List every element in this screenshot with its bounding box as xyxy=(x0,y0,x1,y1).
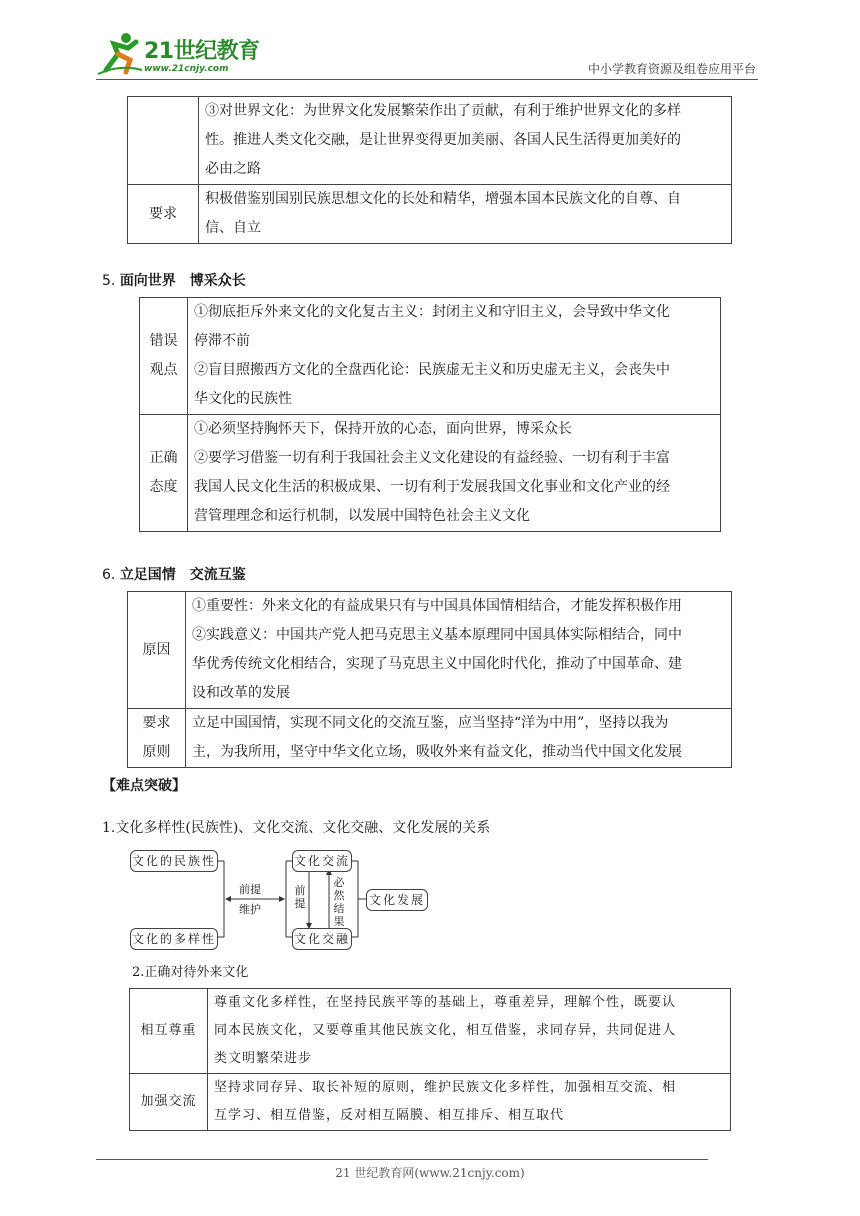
box-exchange: 文化交流 xyxy=(292,850,352,872)
table-value-cell xyxy=(199,97,732,185)
cell-line: 同本民族文化，又要尊重其他民族文化，相互借鉴，求同存异，共同促进人 xyxy=(214,1023,677,1038)
table-row xyxy=(128,592,732,709)
cell-line: 华文化的民族性 xyxy=(194,391,292,407)
label-premise: 前提 xyxy=(239,883,261,896)
cell-line: 华优秀传统文化相结合，实现了马克思主义中国化时代化，推动了中国革命、建 xyxy=(192,656,682,672)
cell-line: ②要学习借鉴一切有利于我国社会主义文化建设的有益经验、一切有利于丰富 xyxy=(194,450,670,466)
footer-divider xyxy=(96,1159,708,1160)
key-line: 观点 xyxy=(149,362,178,378)
difficulty-item-1: 1.文化多样性(民族性)、文化交流、文化交融、文化发展的关系 xyxy=(102,820,491,836)
cell-line: 设和改革的发展 xyxy=(192,685,290,701)
cell-line: ①彻底拒斥外来文化的文化复古主义：封闭主义和守旧主义，会导致中华文化 xyxy=(194,304,670,320)
table-row xyxy=(140,298,721,415)
label-premise-vertical: 前提 xyxy=(294,884,306,910)
table-key-cell xyxy=(140,298,188,415)
table-row xyxy=(128,185,732,244)
cell-line: 立足中国国情，实现不同文化的交流互鉴，应当坚持“洋为中用”，坚持以我为 xyxy=(192,715,669,731)
runner-logo-icon xyxy=(96,30,144,76)
cell-line: 积极借鉴别国别民族思想文化的长处和精华，增强本国本民族文化的自尊、自 xyxy=(205,191,681,207)
cell-line: 坚持求同存异、取长补短的原则，维护民族文化多样性，加强相互交流、相 xyxy=(214,1080,677,1095)
table-key-cell: 加强交流 xyxy=(130,1074,208,1131)
table-section-6 xyxy=(127,591,732,768)
table-value-cell xyxy=(188,298,721,415)
section-title: 面向世界 博采众长 xyxy=(119,273,246,289)
table-value-cell xyxy=(208,1074,731,1131)
table-key-cell xyxy=(128,97,199,185)
logo-text: 21世纪教育 xyxy=(144,39,260,64)
section-title: 立足国情 交流互鉴 xyxy=(119,567,246,583)
cell-line: ②盲目照搬西方文化的全盘西化论：民族虚无主义和历史虚无主义，会丧失中 xyxy=(194,362,670,378)
table-key-cell xyxy=(128,709,186,768)
cell-line: 互学习、相互借鉴，反对相互隔膜、相互排斥、相互取代 xyxy=(214,1108,565,1123)
table-row xyxy=(128,709,732,768)
cell-line: 必由之路 xyxy=(205,161,261,177)
cell-line: ③对世界文化：为世界文化发展繁荣作出了贡献，有利于维护世界文化的多样 xyxy=(205,103,681,119)
logo-subtitle: www.21cnjy.com xyxy=(144,64,229,74)
cell-line: ①重要性：外来文化的有益成果只有与中国具体国情相结合，才能发挥积极作用 xyxy=(192,598,682,614)
difficulty-heading: 【难点突破】 xyxy=(102,778,186,794)
table-top xyxy=(127,96,732,244)
cell-line: 主，为我所用，坚守中华文化立场，吸收外来有益文化，推动当代中国文化发展 xyxy=(192,744,682,760)
footer-site: 21 世纪教育网(www.21cnjy.com) xyxy=(335,1166,525,1180)
cell-line: 营管理理念和运行机制，以发展中国特色社会主义文化 xyxy=(194,508,530,524)
key-line: 错误 xyxy=(149,333,178,349)
table-value-cell xyxy=(186,709,732,768)
box-blend: 文化交融 xyxy=(292,928,352,950)
key-line: 态度 xyxy=(149,479,178,495)
section-5-heading xyxy=(102,270,246,290)
table-row xyxy=(130,1074,731,1131)
site-logo xyxy=(96,30,266,80)
cell-line: 我国人民文化生活的积极成果、一切有利于发展我国文化事业和文化产业的经 xyxy=(194,479,670,495)
table-foreign-culture xyxy=(129,988,731,1131)
cell-line: 类文明繁荣进步 xyxy=(214,1051,313,1066)
label-maintain: 维护 xyxy=(239,903,261,916)
table-value-cell xyxy=(188,415,721,532)
section-number: 6. xyxy=(102,567,116,583)
box-develop: 文化发展 xyxy=(366,889,428,911)
label-result-vertical: 必然结果 xyxy=(333,876,345,928)
cell-line: 停滞不前 xyxy=(194,333,250,349)
table-row xyxy=(140,415,721,532)
header-platform-name: 中小学教育资源及组卷应用平台 xyxy=(587,62,756,76)
box-diversity-culture: 文化的多样性 xyxy=(130,928,218,950)
key-line: 原则 xyxy=(142,744,171,760)
table-value-cell xyxy=(199,185,732,244)
header-divider xyxy=(96,79,758,80)
table-key-cell xyxy=(128,592,186,709)
table-key-cell xyxy=(140,415,188,532)
difficulty-item-2: 2.正确对待外来文化 xyxy=(132,965,249,980)
cell-line: ②实践意义：中国共产党人把马克思主义基本原理同中国具体实际相结合，同中 xyxy=(192,627,682,643)
section-number: 5. xyxy=(102,273,116,289)
key-line: 原因 xyxy=(142,641,171,658)
table-value-cell xyxy=(208,989,731,1074)
table-section-5 xyxy=(139,297,721,532)
cell-line: ①必须坚持胸怀天下，保持开放的心态，面向世界，博采众长 xyxy=(194,421,572,437)
table-key-cell: 要求 xyxy=(128,185,199,244)
table-row xyxy=(130,989,731,1074)
table-key-cell: 相互尊重 xyxy=(130,989,208,1074)
cell-line: 尊重文化多样性，在坚持民族平等的基础上，尊重差异，理解个性，既要认 xyxy=(214,995,677,1010)
key-line: 要求 xyxy=(142,715,171,731)
relationship-diagram xyxy=(126,848,436,948)
box-nation-culture: 文化的民族性 xyxy=(130,850,218,872)
cell-line: 信、自立 xyxy=(205,220,261,236)
table-value-cell xyxy=(186,592,732,709)
cell-line: 性。推进人类文化交融，是让世界变得更加美丽、各国人民生活得更加美好的 xyxy=(205,132,681,148)
table-row xyxy=(128,97,732,185)
section-6-heading xyxy=(102,564,246,584)
key-line: 正确 xyxy=(149,450,178,466)
